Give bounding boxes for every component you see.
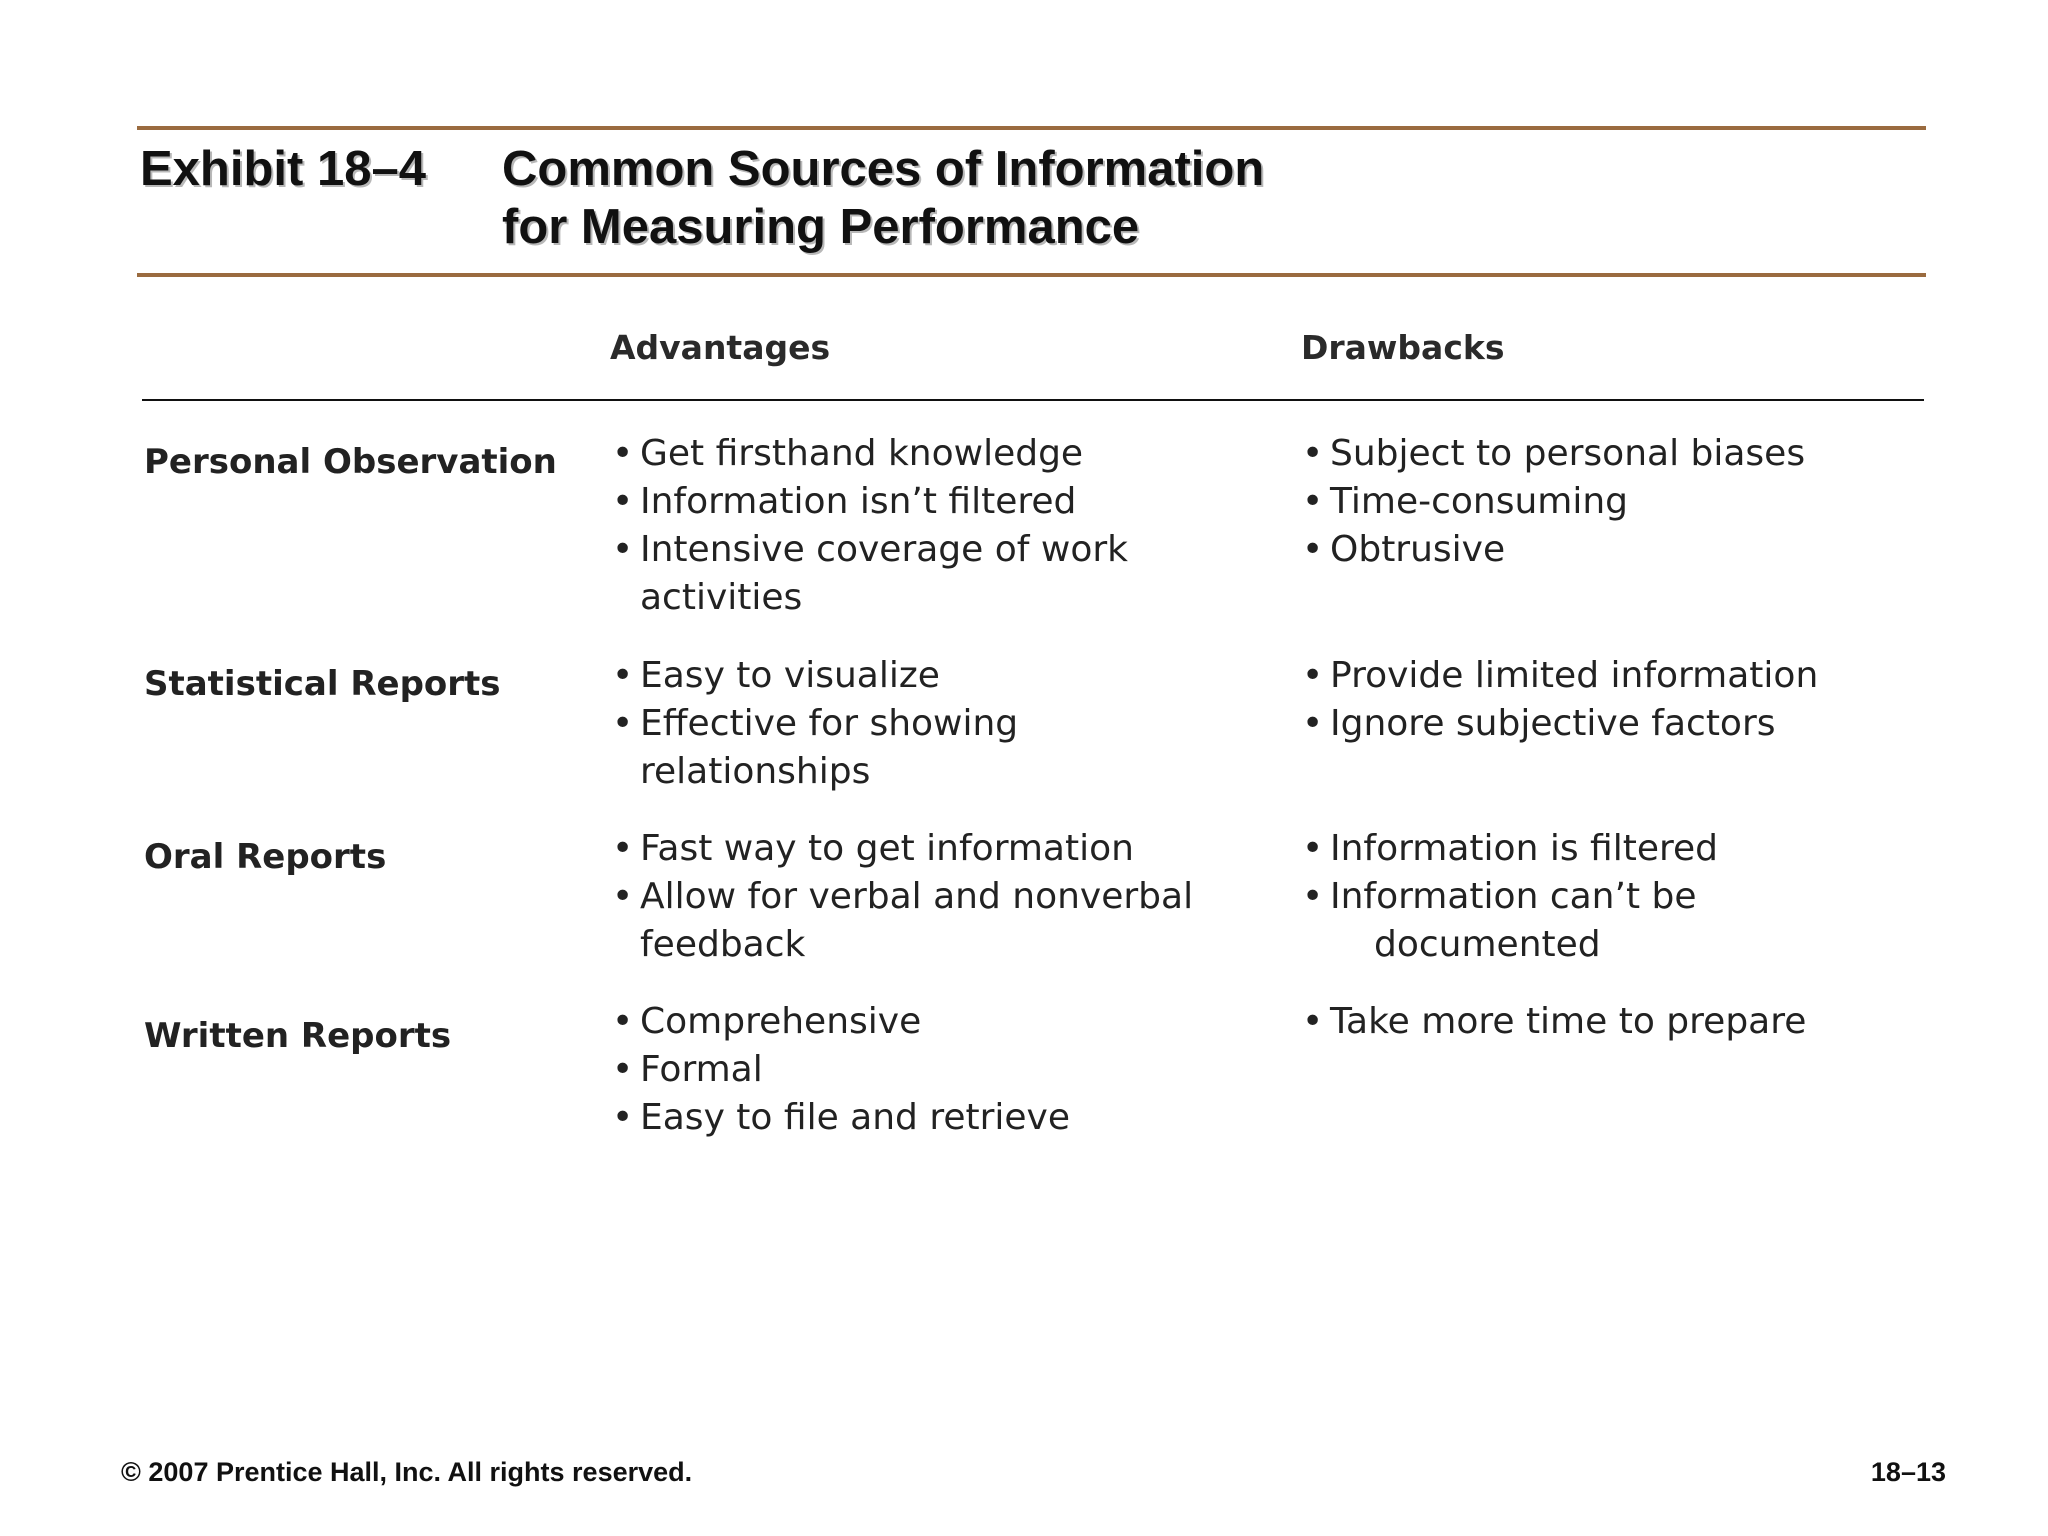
- row-label: Statistical Reports: [144, 664, 501, 704]
- top-rule: [137, 126, 1926, 130]
- list-item: • Take more time to prepare: [1302, 998, 1922, 1046]
- row-label: Personal Observation: [144, 442, 557, 482]
- list-item: • Fast way to get information: [612, 825, 1252, 873]
- list-item: • Allow for verbal and nonverbal feedback: [612, 873, 1252, 969]
- header-bottom-rule: [137, 273, 1926, 277]
- list-item: • Information is filtered: [1302, 825, 1922, 873]
- exhibit-title-line-1: Common Sources of Information: [502, 142, 1265, 196]
- list-item: • Ignore subjective factors: [1302, 700, 1922, 748]
- column-header-drawbacks: Drawbacks: [1301, 328, 1505, 367]
- copyright-notice: © 2007 Prentice Hall, Inc. All rights reserved.: [121, 1457, 693, 1487]
- list-item-continuation: documented: [1374, 924, 1601, 965]
- list-item: • Easy to file and retrieve: [612, 1094, 1252, 1142]
- drawbacks-list: [1302, 825, 1922, 969]
- list-item: • Comprehensive: [612, 998, 1252, 1046]
- list-item: • Get firsthand knowledge: [612, 430, 1252, 478]
- list-item: • Subject to personal biases: [1302, 430, 1922, 478]
- exhibit-label: Exhibit 18–4: [140, 142, 426, 196]
- list-item: • Provide limited information: [1302, 652, 1922, 700]
- list-item: • Obtrusive: [1302, 526, 1922, 574]
- list-item: [1302, 873, 1922, 969]
- column-header-advantages: Advantages: [610, 328, 831, 367]
- drawbacks-list: [1302, 430, 1922, 574]
- advantages-list: [612, 430, 1252, 622]
- list-item: • Information isn’t filtered: [612, 478, 1252, 526]
- exhibit-title: [502, 140, 1502, 256]
- exhibit-title-line-2: for Measuring Performance: [502, 200, 1140, 254]
- row-label: Oral Reports: [144, 837, 387, 877]
- list-item: • Intensive coverage of work activities: [612, 526, 1252, 622]
- list-item: • Formal: [612, 1046, 1252, 1094]
- list-item: • Easy to visualize: [612, 652, 1252, 700]
- list-item-text: Information can’t be: [1330, 876, 1697, 917]
- list-item: • Time-consuming: [1302, 478, 1922, 526]
- drawbacks-list: [1302, 652, 1922, 748]
- row-label: Written Reports: [144, 1016, 452, 1056]
- advantages-list: [612, 652, 1252, 796]
- table-header-rule: [142, 399, 1924, 401]
- page-number: 18–13: [1870, 1457, 1946, 1487]
- drawbacks-list: [1302, 998, 1922, 1046]
- advantages-list: [612, 998, 1252, 1142]
- list-item: • Effective for showing relationships: [612, 700, 1060, 796]
- advantages-list: [612, 825, 1252, 969]
